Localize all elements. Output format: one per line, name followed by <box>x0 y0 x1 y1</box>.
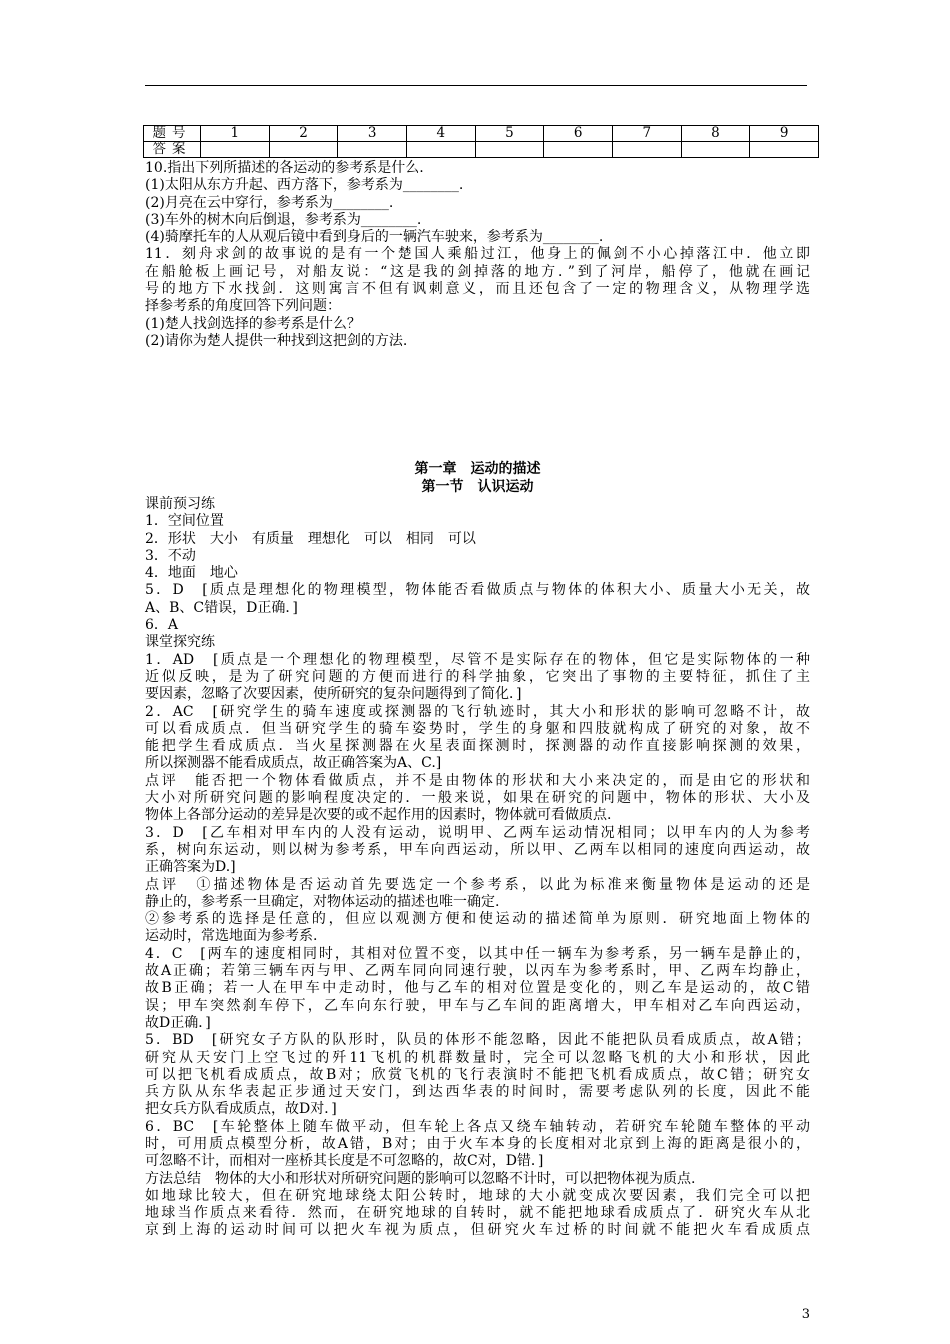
table-cell-answer[interactable] <box>681 142 750 158</box>
table-cell-number: 6 <box>544 126 613 142</box>
text-line: 时，可用质点模型分析，故A错，B对；由于火车本身的长度相对北京到上海的距离是很小的， <box>145 1135 810 1152</box>
text-line: (4)骑摩托车的人从观后镜中看到身后的一辆汽车驶来，参考系为________. <box>145 229 604 246</box>
table-cell-answer[interactable] <box>612 142 681 158</box>
text-line: 物体上各部分运动的差异是次要的或不起作用的因素时，物体就可看做质点. <box>145 807 612 824</box>
text-line: 4．地面 地心 <box>145 565 238 582</box>
text-line: 系，树向东运动，则以树为参考系，甲车向西运动，所以甲、乙两车以相同的速度向西运动，故 <box>145 841 810 858</box>
table-cell-answer[interactable] <box>338 142 407 158</box>
table-cell-number: 9 <box>750 126 819 142</box>
text-line: 要因素，忽略了次要因素，使所研究的复杂问题得到了简化．] <box>145 686 522 703</box>
text-line: 3．D [乙车相对甲车内的人没有运动，说明甲、乙两车运动情况相同；以甲车内的人为参考 <box>145 824 810 841</box>
table-cell-answer[interactable] <box>475 142 544 158</box>
text-line: 故B正确；若一人在甲车中走动时，他与乙车的相对位置是变化的，则乙车是运动的，故C错 <box>145 980 810 997</box>
text-line: 京到上海的运动时间可以把火车视为质点，但研究火车过桥的时间就不能把火车看成质点 <box>145 1222 810 1239</box>
text-line: 可以看成质点．但当研究学生的骑车姿势时，学生的身躯和四肢就构成了研究的对象，故不 <box>145 720 810 737</box>
text-line: 故A正确；若第三辆车丙与甲、乙两车同向同速行驶，以丙车为参考系时，甲、乙两车均静止， <box>145 963 810 980</box>
page-number: 3 <box>801 1307 810 1322</box>
chapter-header <box>145 460 810 496</box>
text-line: 点评 ①描述物体是否运动首先要选定一个参考系，以此为标准来衡量物体是运动的还是 <box>145 876 810 893</box>
section-title: 第一节 认识运动 <box>421 479 534 495</box>
text-line: ②参考系的选择是任意的，但应以观测方便和使运动的描述简单为原则．研究地面上物体的 <box>145 911 810 928</box>
text-line: 号的地方下水找剑．这则寓言不但有讽刺意义，而且还包含了一定的物理含义，从物理学选 <box>145 281 810 298</box>
table-cell-number: 3 <box>338 126 407 142</box>
table-cell-number: 4 <box>406 126 475 142</box>
text-line: 2．AC [研究学生的骑车速度或探测器的飞行轨迹时，其大小和形状的影响可忽略不计，故 <box>145 703 810 720</box>
table-cell-number: 7 <box>612 126 681 142</box>
text-line: 4．C [两车的速度相同时，其相对位置不变，以其中任一辆车为参考系，另一辆车是静止的， <box>145 945 810 962</box>
table-cell-answer[interactable] <box>201 142 270 158</box>
table-cell-number: 1 <box>201 126 270 142</box>
text-line: 可以把飞机看成质点，故B对；欣赏飞机的飞行表演时不能把飞机看成质点，故C错；研究女 <box>145 1066 810 1083</box>
text-line: 近似反映，是为了研究问题的方便而进行的科学抽象，它突出了事物的主要特征，抓住了主 <box>145 668 810 685</box>
text-line: 5．BD [研究女子方队的队形时，队员的体形不能忽略，因此不能把队员看成质点，故A错； <box>145 1032 810 1049</box>
text-line: 10.指出下列所描述的各运动的参考系是什么. <box>145 160 424 176</box>
text-line: 正确答案为D.] <box>145 859 236 876</box>
text-line: 5．D [质点是理想化的物理模型，物体能否看做质点与物体的体积大小、质量大小无关，故 <box>145 582 810 599</box>
text-line: 课前预习练 <box>145 496 215 512</box>
answers-section <box>145 496 810 1240</box>
table-cell-answer[interactable] <box>269 142 338 158</box>
text-line: 6．BC [车轮整体上随车做平动，但车轮上各点又绕车轴转动，若研究车轮随车整体的平动 <box>145 1118 810 1135</box>
table-cell-answer[interactable] <box>750 142 819 158</box>
text-line: 可忽略不计，而相对一座桥其长度是不可忽略的，故C对，D错．] <box>145 1153 544 1170</box>
table-cell-number: 2 <box>269 126 338 142</box>
text-line: 能把学生看成质点．当火星探测器在火星表面探测时，探测器的动作直接影响探测的效果， <box>145 738 810 755</box>
chapter-title: 第一章 运动的描述 <box>414 461 541 477</box>
text-line: 1．空间位置 <box>145 513 224 530</box>
table-header-number: 题号 <box>144 126 201 142</box>
text-line: 大小对所研究问题的影响程度决定的．一般来说，如果在研究的问题中，物体的形状、大小及 <box>145 790 810 807</box>
text-line: (2)请你为楚人提供一种找到这把剑的方法. <box>145 332 408 349</box>
answer-table <box>143 125 819 158</box>
text-line: 1．AD [质点是一个理想化的物理模型，尽管不是实际存在的物体，但它是实际物体的一种 <box>145 651 810 668</box>
text-line: 课堂探究练 <box>145 634 215 651</box>
text-line: 如地球比较大，但在研究地球绕太阳公转时，地球的大小就变成次要因素，我们完全可以把 <box>145 1187 810 1204</box>
table-cell-number: 5 <box>475 126 544 142</box>
table-cell-answer[interactable] <box>406 142 475 158</box>
text-line: 在船舱板上画记号，对船友说：“这是我的剑掉落的地方．”到了河岸，船停了，他就在画记 <box>145 263 810 280</box>
text-line: 2．形状 大小 有质量 理想化 可以 相同 可以 <box>145 530 476 547</box>
table-row-answers <box>144 142 819 158</box>
text-line: 运动时，常选地面为参考系. <box>145 928 318 945</box>
table-row-numbers <box>144 126 819 142</box>
text-line: (2)月亮在云中穿行，参考系为________. <box>145 194 394 211</box>
text-line: 误；甲车突然刹车停下，乙车向东行驶，甲车与乙车间的距离增大，甲车相对乙车向西运动， <box>145 997 810 1014</box>
text-line: 兵方队从东华表起正步通过天安门，到达西华表的时间时，需要考虑队列的长度，因此不能 <box>145 1084 810 1101</box>
text-line: 所以探测器不能看成质点，故正确答案为A、C.] <box>145 755 442 772</box>
text-line: 故D正确．] <box>145 1014 211 1031</box>
text-line: 3．不动 <box>145 547 196 564</box>
text-line: 点评 能否把一个物体看做质点，并不是由物体的形状和大小来决定的，而是由它的形状和 <box>145 772 810 789</box>
text-line: 方法总结 物体的大小和形状对所研究问题的影响可以忽略不计时，可以把物体视为质点. <box>145 1170 696 1187</box>
text-line: 把女兵方队看成质点，故D对．] <box>145 1101 337 1118</box>
text-line: 11．刻舟求剑的故事说的是有一个楚国人乘船过江，他身上的佩剑不小心掉落江中．他立即 <box>145 246 810 263</box>
text-line: (3)车外的树木向后倒退，参考系为________. <box>145 211 422 228</box>
text-line: 研究从天安门上空飞过的歼11飞机的机群数量时，完全可以忽略飞机的大小和形状，因此 <box>145 1049 810 1066</box>
questions-section <box>145 160 810 350</box>
text-line: (1)楚人找剑选择的参考系是什么？ <box>145 315 361 332</box>
table-header-answer: 答案 <box>144 142 201 158</box>
text-line: A、B、C错误，D正确．] <box>145 599 298 616</box>
text-line: 静止的，参考系一旦确定，对物体运动的描述也唯一确定. <box>145 893 500 910</box>
table-cell-number: 8 <box>681 126 750 142</box>
text-line: 6．A <box>145 617 179 634</box>
table-cell-answer[interactable] <box>544 142 613 158</box>
text-line: 择参考系的角度回答下列问题： <box>145 298 341 315</box>
text-line: 地球当作质点来看待．然而，在研究地球的自转时，就不能把地球看成质点了．研究火车从北 <box>145 1205 810 1222</box>
header-rule <box>145 85 807 86</box>
text-line: (1)太阳从东方升起、西方落下，参考系为________. <box>145 177 464 194</box>
